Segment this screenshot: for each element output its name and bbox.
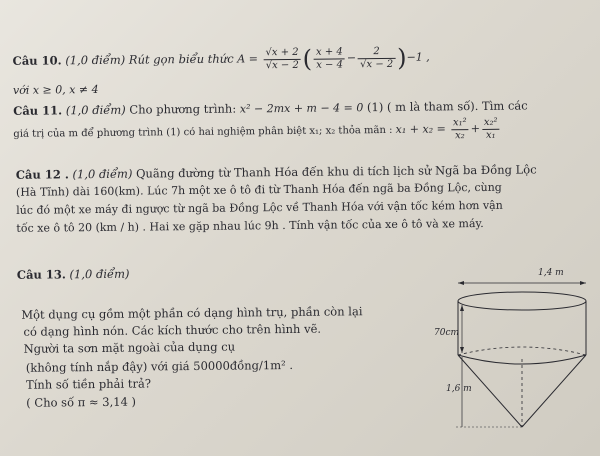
q10-text: Rút gọn biểu thức: [128, 51, 234, 67]
q10-lhs: A =: [237, 52, 259, 66]
q11-note: ( m là tham số). Tìm các: [386, 98, 528, 114]
q11-frac2: $\frac{\text{x₂²}}{\text{x₁}}$: [482, 117, 500, 142]
q10-frac2: $\frac{x + 4}{x - 4}$: [315, 45, 343, 71]
cylinder-bottom-back: [458, 347, 586, 355]
q10-tail: −1 ,: [406, 50, 430, 64]
q11-points: (1,0 điểm): [65, 102, 126, 118]
q12-label: Câu 12 .: [15, 167, 69, 182]
q13-label: Câu 13.: [16, 267, 66, 282]
q11-equation: x² − 2mx + m − 4 = 0: [239, 101, 364, 116]
cylinder-top-ellipse: [458, 292, 586, 310]
q11-eq-num: (1): [366, 99, 384, 115]
q11-text: Cho phương trình:: [129, 101, 237, 117]
cone-height-label: 1,6 m: [446, 384, 472, 394]
q11-cond-lhs: x₁ + x₂ =: [395, 122, 446, 136]
q13-line5: Tính số tiền phải trả?: [25, 376, 152, 392]
q12-line2: (Hà Tĩnh) dài 160(km). Lúc 7h một xe ô tô đi từ Thanh Hóa đến ngã ba Đồng Lộc, cùng: [15, 180, 502, 199]
q13-header: [17, 267, 130, 282]
q10-points: (1,0 điểm): [65, 52, 126, 68]
q12-line4: tốc xe ô tô 20 (km / h) . Hai xe gặp nhau lúc 9h . Tính vận tốc của xe ô tô và xe máy.: [16, 216, 484, 235]
q10-frac3: $\frac{2}{√x - 2}$: [358, 45, 395, 70]
cone-right-edge: [522, 355, 586, 427]
q13-line2: có dạng hình nón. Các kích thước cho trên hình vẽ.: [23, 321, 322, 339]
q10-label: Câu 10.: [12, 53, 62, 68]
arrow-right-icon: [580, 281, 586, 285]
q11-label: Câu 11.: [13, 103, 63, 118]
arrow-up-icon: [460, 305, 464, 311]
q11-line1: [13, 98, 528, 117]
q12-points: (1,0 điểm): [72, 166, 133, 182]
q10-frac1: $\frac{√x + 2}{√x - 2}$: [265, 46, 299, 71]
q12-line1: Câu 12 . (1,0 điểm) Quãng đường từ Thanh Hóa đến khu di tích lịch sử Ngã ba Đồng Lộc: [15, 162, 537, 182]
arrow-down-icon: [460, 347, 464, 353]
q12-line3: lúc đó một xe máy đi ngược từ ngã ba Đồng Lộc về Thanh Hóa với vận tốc kém hơn vận: [16, 198, 503, 217]
q10-line: Câu 10. (1,0 điểm) Rút gọn biểu thức A = $\frac{√x + 2}{√x - 2}$ ( $\frac{x + 4}{x - 4}$ − $\frac{2}{√x - 2}$ )−1 ,: [12, 43, 430, 73]
q13-line1: Một dụng cụ gồm một phần có dạng hình trụ, phần còn lại: [21, 304, 363, 322]
q13-line6: ( Cho số π ≈ 3,14 ): [26, 394, 137, 410]
q13-line4: (không tính nắp đậy) với giá 50000đồng/1m² .: [25, 357, 294, 375]
q11-line2: giá trị của m để phương trình (1) có hai nghiệm phân biệt x₁; x₂ thỏa mãn : x₁ + x₂ = $\frac{\text{x₁²}}{\text{x₂}}$ + $\frac{\text{x₂²}}{\text{x₁}}$: [13, 117, 501, 147]
cylinder-cone-figure: [410, 255, 600, 455]
arrow-left-icon: [458, 281, 464, 285]
q13-points: (1,0 điểm): [69, 266, 130, 282]
q11-frac1: $\frac{\text{x₁²}}{\text{x₂}}$: [451, 117, 469, 142]
q13-line3: Người ta sơn mặt ngoài của dụng cụ: [23, 339, 236, 356]
width-label: 1,4 m: [538, 268, 564, 278]
q10-condition: với x ≥ 0, x ≠ 4: [12, 82, 99, 97]
cyl-height-label: 70cm: [434, 328, 460, 338]
